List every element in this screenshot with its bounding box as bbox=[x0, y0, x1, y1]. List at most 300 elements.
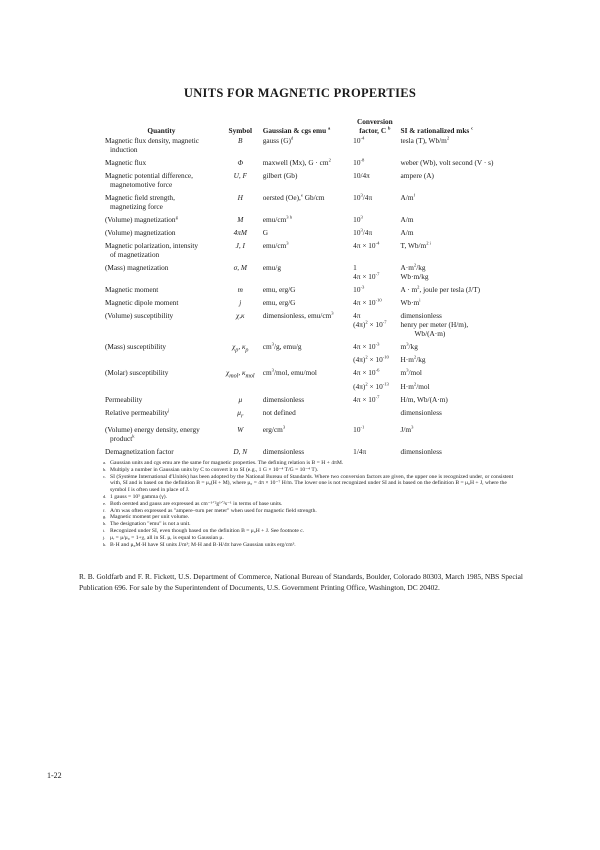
table-row bbox=[103, 364, 515, 381]
conversion-exponent: -3 bbox=[375, 341, 380, 347]
conversion-cell bbox=[351, 307, 398, 320]
empty-cell bbox=[220, 355, 261, 364]
footnote bbox=[103, 508, 523, 515]
si-cell bbox=[399, 391, 515, 404]
conversion-text-2: × 10 bbox=[367, 355, 383, 365]
si-text-2: /kg bbox=[408, 342, 418, 351]
conversion-text: 1 bbox=[353, 263, 357, 272]
conversion-text: 4π × 10 bbox=[353, 368, 376, 378]
si-text: Wb·m bbox=[400, 298, 420, 307]
conversion-exponent: -3 bbox=[360, 284, 365, 290]
quantity-cell bbox=[103, 421, 220, 443]
quantity-text-cont: magnetizing force bbox=[110, 202, 163, 211]
quantity-text: Magnetic moment bbox=[105, 285, 159, 294]
symbol-cell bbox=[220, 237, 261, 259]
gaussian-cell bbox=[261, 421, 351, 443]
conversion-exponent-2: -10 bbox=[382, 355, 389, 361]
quantity-text: (Volume) magnetization bbox=[105, 215, 176, 224]
conversion-exponent: -6 bbox=[375, 368, 380, 374]
conversion-text: (4π) bbox=[353, 381, 366, 391]
quantity-text: Magnetic flux bbox=[105, 158, 147, 167]
empty-cell bbox=[261, 355, 351, 364]
table-row bbox=[103, 443, 515, 456]
quantity-cell bbox=[103, 136, 220, 154]
table-row bbox=[103, 391, 515, 404]
quantity-cell bbox=[103, 189, 220, 211]
gaussian-text: emu/cm bbox=[262, 215, 287, 224]
symbol-text: χ,κ bbox=[236, 311, 245, 320]
footnote bbox=[103, 501, 523, 508]
table-row-alt bbox=[103, 272, 515, 281]
si-cell bbox=[399, 224, 515, 237]
si-superscript: 3 bbox=[411, 424, 414, 430]
si-superscript: 3 bbox=[406, 341, 409, 347]
gaussian-cell bbox=[261, 189, 351, 211]
quantity-note: k bbox=[132, 433, 135, 439]
conversion-exponent: -7 bbox=[375, 394, 380, 400]
empty-cell bbox=[261, 382, 351, 391]
symbol-text: Φ bbox=[237, 158, 244, 167]
conversion-text: 10 bbox=[353, 228, 361, 237]
footnote-text: Magnetic moment per unit volume. bbox=[110, 514, 190, 521]
conversion-cell bbox=[351, 154, 398, 167]
quantity-note: j bbox=[168, 407, 170, 413]
gaussian-superscript: 2 bbox=[328, 157, 331, 163]
si-text-2: /mol bbox=[408, 368, 422, 378]
quantity-cell bbox=[103, 294, 220, 307]
si-text-2: /kg bbox=[416, 355, 426, 365]
quantity-cell bbox=[103, 259, 220, 272]
conversion-text: (4π) bbox=[353, 320, 366, 329]
gaussian-text-2: /g, emu/g bbox=[273, 342, 302, 351]
units-table bbox=[103, 117, 515, 456]
symbol-cell bbox=[220, 391, 261, 404]
table-row bbox=[103, 404, 515, 421]
table-row-alt bbox=[103, 382, 515, 391]
gaussian-cell bbox=[261, 281, 351, 294]
conversion-text-2: × 10 bbox=[367, 320, 383, 329]
conversion-text: 10 bbox=[353, 215, 361, 224]
empty-cell bbox=[220, 272, 261, 281]
si-text-3: Wb/(A·m) bbox=[414, 329, 446, 338]
conversion-cell bbox=[351, 391, 398, 404]
symbol-cell bbox=[220, 224, 261, 237]
si-cell bbox=[399, 364, 515, 381]
symbol-text: 4πM bbox=[233, 228, 247, 237]
symbol-text: U, F bbox=[233, 171, 247, 180]
footnote-text: Both oersted and gauss are expressed as cm⁻¹ᐟ²g¹ᐟ²s⁻¹ in terms of base units. bbox=[110, 500, 283, 507]
symbol-text: μ bbox=[238, 394, 243, 404]
footnote-marker: d. bbox=[103, 493, 107, 499]
table-row bbox=[103, 421, 515, 443]
gaussian-text: dimensionless bbox=[262, 447, 305, 457]
page-title: UNITS FOR MAGNETIC PROPERTIES bbox=[183, 86, 417, 100]
footnote bbox=[103, 474, 523, 494]
conversion-text: (4π) bbox=[353, 355, 366, 365]
gaussian-text: cm bbox=[262, 342, 272, 351]
header-gaussian bbox=[261, 117, 351, 136]
conversion-cell bbox=[351, 294, 398, 307]
si-text: A · m bbox=[400, 285, 418, 294]
header-quantity-label: Quantity bbox=[147, 126, 176, 135]
table-row-alt bbox=[103, 320, 515, 338]
symbol-cell bbox=[220, 338, 261, 355]
quantity-text: Magnetic dipole moment bbox=[105, 298, 179, 307]
header-conversion-line2: factor, C bbox=[359, 126, 387, 135]
gaussian-text: emu, erg/G bbox=[262, 298, 296, 307]
si-superscript: 2 i bbox=[426, 240, 431, 246]
symbol-cell bbox=[220, 421, 261, 443]
symbol-text: m bbox=[237, 285, 243, 294]
conversion-exponent: 3 bbox=[360, 227, 363, 233]
si-superscript: 2 bbox=[413, 262, 417, 268]
quantity-cell bbox=[103, 307, 220, 320]
si-cell bbox=[399, 307, 515, 320]
si-cell-alt bbox=[399, 320, 515, 338]
conversion-exponent: -7 bbox=[375, 271, 380, 277]
si-text: henry per meter (H/m), bbox=[400, 320, 469, 329]
table-header bbox=[103, 117, 515, 136]
gaussian-text: maxwell (Mx), G · cm bbox=[262, 158, 329, 167]
table-row bbox=[103, 136, 515, 154]
conversion-exponent: 3 bbox=[360, 192, 363, 198]
table-row bbox=[103, 307, 515, 320]
gaussian-cell bbox=[261, 307, 351, 320]
quantity-text: Magnetic flux density, magnetic bbox=[105, 136, 199, 145]
gaussian-superscript: 3 bbox=[282, 424, 286, 430]
conversion-text: 10 bbox=[353, 285, 361, 294]
gaussian-cell bbox=[261, 338, 351, 355]
table-row bbox=[103, 211, 515, 224]
conversion-cell-alt bbox=[351, 355, 398, 364]
footnote-marker: h. bbox=[103, 521, 107, 527]
footnote-text: Multiply a number in Gaussian units by C to convert it to SI (e.g., 1 G × 10⁻⁴ T/G = 10⁻⁴ T). bbox=[110, 466, 319, 473]
quantity-text-cont: of magnetization bbox=[110, 250, 160, 259]
conversion-exponent: 2 bbox=[365, 319, 368, 325]
footnote-text: μᵣ = μ/μ₀ = 1+χ, all in SI. μᵣ is equal to Gaussian μ. bbox=[110, 534, 224, 541]
si-cell-alt bbox=[399, 355, 515, 364]
conversion-exponent: -10 bbox=[375, 297, 382, 303]
quantity-cell bbox=[103, 391, 220, 404]
gaussian-note: e bbox=[300, 192, 303, 198]
quantity-text-cont: product bbox=[110, 434, 133, 444]
footnote-marker: j. bbox=[103, 534, 106, 540]
symbol-cell bbox=[220, 136, 261, 154]
conversion-exponent: 2 bbox=[365, 381, 368, 387]
conversion-text: 4π × 10 bbox=[353, 298, 376, 307]
si-text: m bbox=[400, 368, 407, 378]
header-si-label: SI & rationalized mks bbox=[400, 126, 470, 135]
gaussian-cell bbox=[261, 211, 351, 224]
footnote-text: B·H and μ₀M·H have SI units J/m³; M·H and B·H/4π have Gaussian units erg/cm³. bbox=[110, 541, 296, 548]
conversion-exponent: -8 bbox=[360, 157, 365, 163]
si-cell bbox=[399, 189, 515, 211]
quantity-text: Relative permeability bbox=[105, 407, 169, 417]
si-text: tesla (T), Wb/m bbox=[400, 136, 447, 145]
table-row bbox=[103, 281, 515, 294]
symbol-cell bbox=[220, 364, 261, 381]
symbol-cell bbox=[220, 294, 261, 307]
conversion-cell bbox=[351, 211, 398, 224]
conversion-exponent: -4 bbox=[360, 135, 365, 141]
conversion-cell bbox=[351, 259, 398, 272]
quantity-cell bbox=[103, 281, 220, 294]
si-superscript: i bbox=[419, 297, 421, 303]
symbol-text: χ bbox=[225, 368, 230, 378]
gaussian-text: erg/cm bbox=[262, 425, 283, 435]
footnote bbox=[103, 521, 523, 528]
empty-cell bbox=[261, 320, 351, 338]
footnote-marker: b. bbox=[103, 466, 107, 472]
gaussian-cell bbox=[261, 167, 351, 189]
si-cell bbox=[399, 211, 515, 224]
si-text: ampere (A) bbox=[400, 171, 434, 180]
symbol-subscript-2: mol bbox=[245, 373, 255, 380]
table-body bbox=[103, 136, 515, 456]
quantity-cell bbox=[103, 338, 220, 355]
si-text-2: /kg bbox=[416, 263, 426, 272]
empty-cell bbox=[103, 355, 220, 364]
table-row bbox=[103, 167, 515, 189]
table-row bbox=[103, 189, 515, 211]
gaussian-cell bbox=[261, 391, 351, 404]
symbol-text: D, N bbox=[233, 447, 248, 457]
symbol-text: H bbox=[237, 193, 243, 202]
conversion-text: 10 bbox=[353, 425, 361, 435]
gaussian-text-2: Gb/cm bbox=[302, 193, 325, 202]
conversion-cell bbox=[351, 136, 398, 154]
footnote-marker: a. bbox=[103, 460, 107, 465]
si-text: A/m bbox=[400, 228, 414, 237]
gaussian-text: G bbox=[262, 228, 269, 237]
gaussian-superscript: 3 bbox=[331, 310, 334, 316]
gaussian-cell bbox=[261, 364, 351, 381]
gaussian-text: dimensionless bbox=[262, 394, 305, 404]
si-text: weber (Wb), volt second (V · s) bbox=[400, 158, 494, 167]
quantity-cell bbox=[103, 167, 220, 189]
symbol-text: j bbox=[239, 298, 242, 307]
quantity-cell bbox=[103, 443, 220, 456]
conversion-cell bbox=[351, 421, 398, 443]
gaussian-cell bbox=[261, 136, 351, 154]
conversion-text: 4π × 10 bbox=[353, 342, 376, 351]
si-cell bbox=[399, 167, 515, 189]
header-si bbox=[399, 117, 515, 136]
footnote-marker: f. bbox=[103, 507, 106, 513]
symbol-text: χ bbox=[232, 342, 236, 351]
si-text: T, Wb/m bbox=[400, 241, 427, 250]
conversion-exponent: 2 bbox=[365, 355, 368, 361]
gaussian-text: gilbert (Gb) bbox=[262, 171, 298, 180]
table-row bbox=[103, 259, 515, 272]
symbol-subscript-2: ρ bbox=[245, 347, 249, 354]
quantity-cell bbox=[103, 404, 220, 421]
header-gaussian-note: a bbox=[328, 125, 331, 131]
conversion-cell bbox=[351, 189, 398, 211]
quantity-cell bbox=[103, 237, 220, 259]
footnote bbox=[103, 542, 523, 549]
footnote-text: Gaussian units and cgs emu are the same for magnetic properties. The defining relation is B = H + 4πM. bbox=[110, 460, 344, 466]
si-cell bbox=[399, 421, 515, 443]
si-cell bbox=[399, 281, 515, 294]
si-text: m bbox=[400, 342, 407, 351]
symbol-cell bbox=[220, 259, 261, 272]
footnotes bbox=[103, 460, 523, 548]
source-citation: R. B. Goldfarb and F. R. Fickett, U.S. Department of Commerce, National Bureau of Standards, Boulder, Colorado 80303, March 1985, NBS Special Publication 696. For sale by the Superintendent of Documents, U.S. Government Printing Office, Washington, DC 20402. bbox=[79, 572, 523, 593]
empty-cell bbox=[220, 320, 261, 338]
footnote-text: SI (Système International d'Unités) has been adopted by the National Bureau of Standards. Where two conversion factors are given, the upper one is recognized under, or consistent with, SI and is based on the definition B = μ₀(H + M), where μ₀ = 4π × 10⁻⁷ H/m. The lower one is not recognized under SI and is based on the definition B = μ₀H + J, where the symbol I is often used in place of J. bbox=[110, 473, 514, 494]
gaussian-text: gauss (G) bbox=[262, 136, 291, 145]
conversion-cell bbox=[351, 443, 398, 456]
gaussian-text: cm bbox=[262, 368, 272, 378]
footnote-marker: c. bbox=[103, 473, 107, 479]
conversion-text-2: /4π bbox=[362, 193, 373, 202]
si-text: dimensionless bbox=[400, 407, 442, 417]
si-text: dimensionless bbox=[400, 447, 442, 457]
quantity-text: (Volume) susceptibility bbox=[105, 311, 174, 320]
conversion-cell bbox=[351, 224, 398, 237]
quantity-cell bbox=[103, 224, 220, 237]
conversion-text: 10 bbox=[353, 136, 361, 145]
table-row bbox=[103, 237, 515, 259]
gaussian-text: emu/cm bbox=[262, 241, 287, 250]
si-cell bbox=[399, 443, 515, 456]
conversion-exponent: -1 bbox=[360, 424, 365, 430]
si-text: Wb·m/kg bbox=[400, 272, 429, 281]
conversion-cell bbox=[351, 281, 398, 294]
gaussian-text: emu/g bbox=[262, 263, 281, 272]
footnote-text: 1 gauss = 10⁵ gamma (γ). bbox=[110, 493, 167, 500]
quantity-text: Magnetic potential difference, bbox=[105, 171, 193, 180]
conversion-exponent-2: -7 bbox=[382, 319, 387, 325]
quantity-text: Magnetic polarization, intensity bbox=[105, 241, 199, 250]
header-quantity bbox=[103, 117, 220, 136]
quantity-text: (Volume) energy density, energy bbox=[105, 425, 200, 435]
empty-cell bbox=[103, 382, 220, 391]
si-cell bbox=[399, 237, 515, 259]
footnote-marker: i. bbox=[103, 527, 106, 533]
conversion-cell-alt bbox=[351, 272, 398, 281]
gaussian-superscript: 3 h bbox=[286, 214, 292, 220]
symbol-text: W bbox=[237, 425, 244, 435]
symbol-cell bbox=[220, 189, 261, 211]
si-text-2: , joule per tesla (J/T) bbox=[419, 285, 481, 294]
conversion-text: 4π × 10 bbox=[353, 272, 376, 281]
symbol-text-2: , κ bbox=[238, 368, 246, 378]
footnote-text: A/m was often expressed as "ampere–turn per meter" when used for magnetic field strength. bbox=[110, 507, 317, 514]
symbol-cell bbox=[220, 443, 261, 456]
header-conversion-line1: Conversion bbox=[357, 117, 393, 126]
symbol-cell bbox=[220, 167, 261, 189]
symbol-text: M bbox=[237, 215, 244, 224]
footnote-text: Recognized under SI, even though based on the definition B = μ₀H + J. See footnote c. bbox=[110, 527, 305, 534]
si-superscript: f bbox=[413, 192, 416, 198]
si-superscript: 2 bbox=[413, 381, 417, 387]
gaussian-superscript: 3 bbox=[286, 240, 289, 246]
conversion-cell-alt bbox=[351, 382, 398, 391]
quantity-cell bbox=[103, 364, 220, 381]
conversion-text: 10 bbox=[353, 158, 361, 167]
si-text: H·m bbox=[400, 381, 414, 391]
symbol-text-2: , κ bbox=[238, 342, 246, 351]
si-cell-alt bbox=[399, 382, 515, 391]
si-cell bbox=[399, 154, 515, 167]
si-superscript: 2 bbox=[413, 355, 417, 361]
conversion-text: 1/4π bbox=[353, 447, 367, 457]
si-text: J/m bbox=[400, 425, 412, 435]
conversion-text: 4π bbox=[353, 311, 361, 320]
footnote bbox=[103, 514, 523, 521]
footnote bbox=[103, 494, 523, 501]
quantity-text: Magnetic field strength, bbox=[105, 193, 175, 202]
footnote-marker: k. bbox=[103, 541, 107, 547]
header-conversion bbox=[351, 117, 398, 136]
quantity-text: (Molar) susceptibility bbox=[105, 368, 169, 378]
table-row bbox=[103, 338, 515, 355]
header-symbol-label: Symbol bbox=[228, 126, 253, 135]
footnote bbox=[103, 467, 523, 474]
quantity-text-cont: magnetomotive force bbox=[110, 180, 173, 189]
gaussian-cell bbox=[261, 154, 351, 167]
table-row-alt bbox=[103, 355, 515, 364]
quantity-text-cont: induction bbox=[110, 145, 138, 154]
symbol-cell bbox=[220, 307, 261, 320]
conversion-cell bbox=[351, 364, 398, 381]
empty-cell bbox=[103, 272, 220, 281]
gaussian-cell bbox=[261, 224, 351, 237]
conversion-text-2: × 10 bbox=[367, 381, 383, 391]
gaussian-text: dimensionless, emu/cm bbox=[262, 311, 332, 320]
symbol-cell bbox=[220, 154, 261, 167]
conversion-text: 10/4π bbox=[353, 171, 370, 180]
symbol-cell bbox=[220, 404, 261, 421]
gaussian-cell bbox=[261, 404, 351, 421]
gaussian-cell bbox=[261, 443, 351, 456]
si-text-2: /mol bbox=[416, 381, 430, 391]
quantity-text: Permeability bbox=[105, 394, 143, 404]
conversion-cell bbox=[351, 338, 398, 355]
quantity-cell bbox=[103, 211, 220, 224]
si-cell-alt bbox=[399, 272, 515, 281]
si-cell bbox=[399, 136, 515, 154]
si-cell bbox=[399, 294, 515, 307]
si-text: H·m bbox=[400, 355, 414, 365]
footnote-text: The designation "emu" is not a unit. bbox=[110, 521, 191, 528]
conversion-cell-alt bbox=[351, 320, 398, 338]
gaussian-note: d bbox=[290, 135, 294, 141]
si-cell bbox=[399, 404, 515, 421]
gaussian-superscript: 3 bbox=[271, 368, 274, 374]
symbol-text: σ, M bbox=[233, 263, 247, 272]
symbol-cell bbox=[220, 281, 261, 294]
conversion-cell bbox=[351, 167, 398, 189]
table-row bbox=[103, 224, 515, 237]
quantity-text: (Volume) magnetization bbox=[105, 228, 176, 237]
quantity-cell bbox=[103, 154, 220, 167]
si-superscript: 3 bbox=[406, 368, 409, 374]
conversion-text: 4π × 10 bbox=[353, 394, 376, 404]
si-superscript: 2 bbox=[417, 284, 420, 290]
conversion-text: 4π × 10 bbox=[353, 241, 376, 250]
conversion-cell bbox=[351, 237, 398, 259]
si-text: dimensionless bbox=[400, 311, 442, 320]
gaussian-superscript: 3 bbox=[271, 341, 274, 347]
si-superscript: 2 bbox=[446, 135, 450, 141]
quantity-note: g bbox=[175, 214, 178, 220]
si-cell bbox=[399, 259, 515, 272]
gaussian-cell bbox=[261, 259, 351, 272]
footnote bbox=[103, 460, 523, 467]
